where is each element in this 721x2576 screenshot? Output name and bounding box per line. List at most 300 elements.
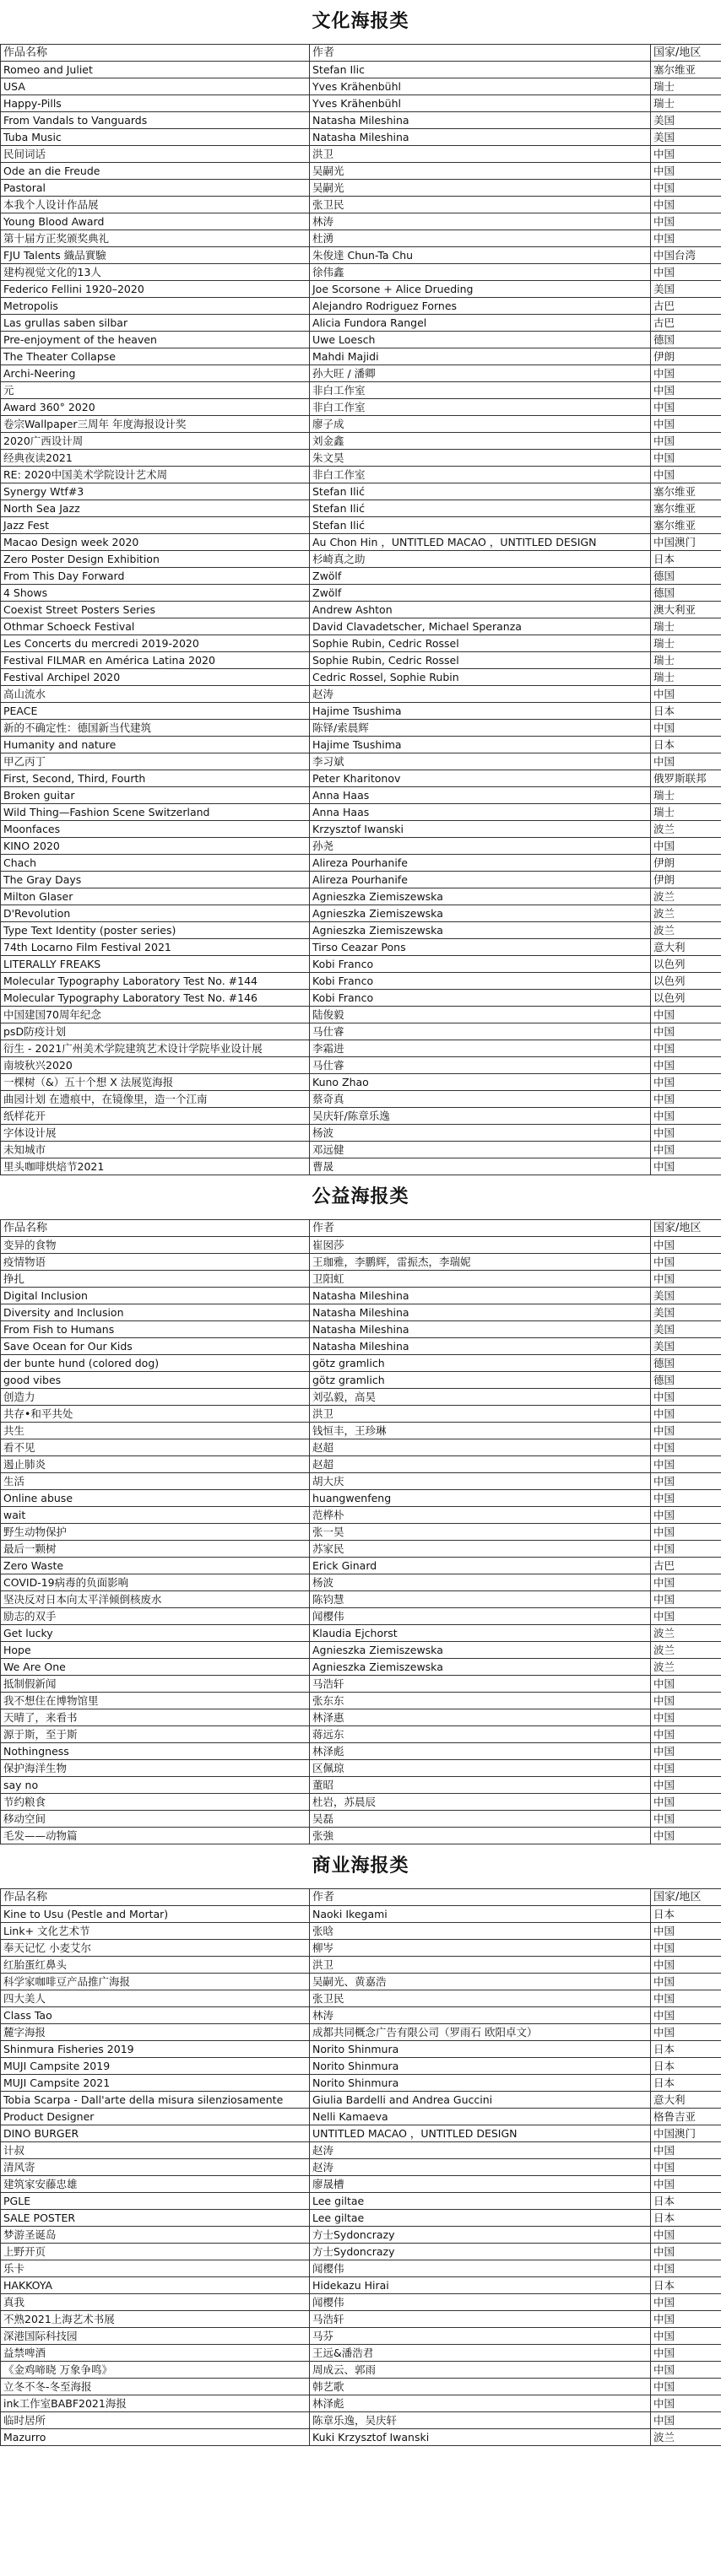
table-row: [1, 483, 721, 500]
work-name-cell: Archi-Neering: [1, 365, 310, 382]
work-name-cell: wait: [1, 1507, 310, 1524]
work-name-cell: SALE POSTER: [1, 2210, 310, 2227]
country-cell: 中国: [651, 686, 721, 703]
country-cell: 中国: [651, 264, 721, 281]
country-cell: 中国: [651, 1574, 721, 1591]
author-cell: 崔囡莎: [310, 1237, 651, 1254]
work-name-cell: 高山流水: [1, 686, 310, 703]
table-row: [1, 2379, 721, 2395]
table-row: [1, 95, 721, 112]
author-cell: 钱恒丰，王珍琳: [310, 1423, 651, 1439]
table-row: [1, 450, 721, 467]
work-name-cell: Synergy Wtf#3: [1, 483, 310, 500]
work-name-cell: Molecular Typography Laboratory Test No. #146: [1, 990, 310, 1007]
author-cell: 非白工作室: [310, 382, 651, 399]
work-name-cell: 元: [1, 382, 310, 399]
work-name-cell: Festival FILMAR en América Latina 2020: [1, 652, 310, 669]
author-cell: Erick Ginard: [310, 1558, 651, 1574]
country-cell: 中国: [651, 1125, 721, 1142]
author-cell: 赵涛: [310, 2142, 651, 2159]
author-cell: 马浩轩: [310, 1676, 651, 1693]
work-name-cell: ink工作室BABF2021海报: [1, 2395, 310, 2412]
table-row: [1, 1389, 721, 1406]
table-row: [1, 2109, 721, 2125]
author-cell: 孙尧: [310, 838, 651, 855]
country-cell: 日本: [651, 737, 721, 753]
country-cell: 中国: [651, 1271, 721, 1288]
author-cell: 刘金鑫: [310, 433, 651, 450]
work-name-cell: 曲园计划 在遗痕中，在镜像里，造一个江南: [1, 1091, 310, 1108]
table-row: [1, 551, 721, 568]
country-cell: 以色列: [651, 956, 721, 973]
work-name-cell: 保护海洋生物: [1, 1760, 310, 1777]
work-name-cell: 里头咖啡烘焙节2021: [1, 1158, 310, 1175]
country-cell: 中国: [651, 1456, 721, 1473]
country-cell: 中国: [651, 2007, 721, 2024]
table-row: [1, 2176, 721, 2193]
author-cell: 吴磊: [310, 1811, 651, 1828]
table-row: [1, 534, 721, 551]
work-name-cell: Broken guitar: [1, 787, 310, 804]
author-cell: Kuno Zhao: [310, 1074, 651, 1091]
author-cell: Stefan Ilić: [310, 517, 651, 534]
work-name-cell: Digital Inclusion: [1, 1288, 310, 1304]
country-cell: 日本: [651, 1906, 721, 1923]
work-name-cell: Online abuse: [1, 1490, 310, 1507]
work-name-cell: Product Designer: [1, 2109, 310, 2125]
work-name-cell: The Gray Days: [1, 872, 310, 888]
country-cell: 中国: [651, 1007, 721, 1023]
author-cell: Agnieszka Ziemiszewska: [310, 1642, 651, 1659]
work-name-cell: 乐卡: [1, 2260, 310, 2277]
table-row: [1, 990, 721, 1007]
work-name-cell: 我不想住在博物馆里: [1, 1693, 310, 1709]
author-cell: Natasha Mileshina: [310, 1321, 651, 1338]
country-cell: 中国: [651, 365, 721, 382]
work-name-cell: 衍生 - 2021广州美术学院建筑艺术设计学院毕业设计展: [1, 1040, 310, 1057]
author-cell: 张一昊: [310, 1524, 651, 1541]
work-name-cell: 生活: [1, 1473, 310, 1490]
table-row: [1, 1490, 721, 1507]
author-cell: 杜岩，苏晨辰: [310, 1794, 651, 1811]
work-name-cell: 南坡秋兴2020: [1, 1057, 310, 1074]
country-cell: 中国: [651, 433, 721, 450]
author-cell: 王珈雅，李鹏辉，雷振杰，李瑞妮: [310, 1254, 651, 1271]
work-name-cell: 74th Locarno Film Festival 2021: [1, 939, 310, 956]
table-row: [1, 1372, 721, 1389]
country-cell: 波兰: [651, 821, 721, 838]
table-row: [1, 281, 721, 298]
country-cell: 中国: [651, 197, 721, 213]
author-cell: Tirso Ceazar Pons: [310, 939, 651, 956]
table-row: [1, 652, 721, 669]
country-cell: 中国澳门: [651, 2125, 721, 2142]
author-cell: Kobi Franco: [310, 956, 651, 973]
table-row: [1, 2041, 721, 2058]
table-row: [1, 1158, 721, 1175]
poster-table: [0, 1888, 721, 2446]
header-country: 国家/地区: [651, 45, 721, 62]
work-name-cell: 不熟2021上海艺术书展: [1, 2311, 310, 2328]
author-cell: Natasha Mileshina: [310, 129, 651, 146]
country-cell: 中国: [651, 1940, 721, 1957]
table-row: [1, 2260, 721, 2277]
author-cell: Peter Kharitonov: [310, 770, 651, 787]
table-row: [1, 669, 721, 686]
table-row: [1, 1439, 721, 1456]
work-name-cell: Award 360° 2020: [1, 399, 310, 416]
author-cell: 吴庆轩/陈章乐逸: [310, 1108, 651, 1125]
country-cell: 中国: [651, 1108, 721, 1125]
author-cell: 杜湧: [310, 230, 651, 247]
work-name-cell: First, Second, Third, Fourth: [1, 770, 310, 787]
work-name-cell: Nothingness: [1, 1743, 310, 1760]
author-cell: Cedric Rossel, Sophie Rubin: [310, 669, 651, 686]
table-row: [1, 973, 721, 990]
author-cell: Lee giltae: [310, 2210, 651, 2227]
country-cell: 澳大利亚: [651, 602, 721, 618]
work-name-cell: KINO 2020: [1, 838, 310, 855]
author-cell: 徐伟鑫: [310, 264, 651, 281]
table-row: [1, 2210, 721, 2227]
work-name-cell: COVID-19病毒的负面影响: [1, 1574, 310, 1591]
author-cell: Klaudia Ejchorst: [310, 1625, 651, 1642]
author-cell: Au Chon Hin ，UNTITLED MACAO ，UNTITLED DESIGN: [310, 534, 651, 551]
work-name-cell: 真我: [1, 2294, 310, 2311]
table-row: [1, 62, 721, 78]
country-cell: 中国: [651, 1957, 721, 1974]
table-row: [1, 180, 721, 197]
author-cell: 吴嗣光、黄嘉浩: [310, 1974, 651, 1990]
work-name-cell: good vibes: [1, 1372, 310, 1389]
country-cell: 中国: [651, 382, 721, 399]
country-cell: 美国: [651, 1304, 721, 1321]
country-cell: 波兰: [651, 905, 721, 922]
table-row: [1, 2142, 721, 2159]
country-cell: 俄罗斯联邦: [651, 770, 721, 787]
work-name-cell: 上野开页: [1, 2244, 310, 2260]
author-cell: Andrew Ashton: [310, 602, 651, 618]
country-cell: 日本: [651, 2075, 721, 2092]
author-cell: 非白工作室: [310, 467, 651, 483]
country-cell: 瑞士: [651, 787, 721, 804]
table-row: [1, 2345, 721, 2362]
country-cell: 中国: [651, 2176, 721, 2193]
table-row: [1, 1906, 721, 1923]
country-cell: 日本: [651, 2193, 721, 2210]
author-cell: Agnieszka Ziemiszewska: [310, 922, 651, 939]
author-cell: 张东东: [310, 1693, 651, 1709]
work-name-cell: 《金鸡啼晓 万象争鸣》: [1, 2362, 310, 2379]
country-cell: 中国: [651, 2345, 721, 2362]
author-cell: Uwe Loesch: [310, 332, 651, 348]
table-row: [1, 855, 721, 872]
country-cell: 波兰: [651, 1659, 721, 1676]
work-name-cell: 麓字海报: [1, 2024, 310, 2041]
country-cell: 中国: [651, 2412, 721, 2429]
table-row: [1, 433, 721, 450]
author-cell: 成都共同概念广告有限公司（罗雨石 欧阳卓文）: [310, 2024, 651, 2041]
table-row: [1, 2024, 721, 2041]
country-cell: 意大利: [651, 939, 721, 956]
table-row: [1, 2159, 721, 2176]
author-cell: 王远&潘浩君: [310, 2345, 651, 2362]
table-row: [1, 804, 721, 821]
country-cell: 美国: [651, 1338, 721, 1355]
table-row: [1, 1625, 721, 1642]
table-row: [1, 922, 721, 939]
author-cell: 廖晟槽: [310, 2176, 651, 2193]
country-cell: 塞尔维亚: [651, 517, 721, 534]
author-cell: Sophie Rubin, Cedric Rossel: [310, 652, 651, 669]
country-cell: 格鲁吉亚: [651, 2109, 721, 2125]
work-name-cell: 益禁啤酒: [1, 2345, 310, 2362]
section-title: 商业海报类: [312, 1855, 409, 1877]
work-name-cell: PGLE: [1, 2193, 310, 2210]
table-row: [1, 737, 721, 753]
country-cell: 美国: [651, 129, 721, 146]
table-row: [1, 1709, 721, 1726]
table-row: [1, 1237, 721, 1254]
work-name-cell: Federico Fellini 1920–2020: [1, 281, 310, 298]
country-cell: 中国: [651, 2142, 721, 2159]
work-name-cell: Jazz Fest: [1, 517, 310, 534]
country-cell: 瑞士: [651, 804, 721, 821]
work-name-cell: Metropolis: [1, 298, 310, 315]
table-row: [1, 2193, 721, 2210]
author-cell: 孙大旺 / 潘卿: [310, 365, 651, 382]
table-row: [1, 1760, 721, 1777]
table-row: [1, 1271, 721, 1288]
work-name-cell: 立冬不冬-冬至海报: [1, 2379, 310, 2395]
author-cell: 陈章乐逸，吴庆轩: [310, 2412, 651, 2429]
table-row: [1, 1828, 721, 1844]
country-cell: 波兰: [651, 1625, 721, 1642]
author-cell: 刘弘毅，高昊: [310, 1389, 651, 1406]
work-name-cell: Zero Poster Design Exhibition: [1, 551, 310, 568]
country-cell: 中国: [651, 2362, 721, 2379]
work-name-cell: 源于斯，至于斯: [1, 1726, 310, 1743]
country-cell: 中国: [651, 2379, 721, 2395]
table-row: [1, 1023, 721, 1040]
author-cell: 吴嗣光: [310, 180, 651, 197]
work-name-cell: Link+ 文化艺术节: [1, 1923, 310, 1940]
author-cell: Zwölf: [310, 568, 651, 585]
country-cell: 波兰: [651, 2429, 721, 2446]
author-cell: Norito Shinmura: [310, 2058, 651, 2075]
work-name-cell: USA: [1, 78, 310, 95]
country-cell: 中国: [651, 720, 721, 737]
table-row: [1, 2429, 721, 2446]
header-country: 国家/地区: [651, 1220, 721, 1237]
author-cell: Sophie Rubin, Cedric Rossel: [310, 635, 651, 652]
work-name-cell: 抵制假新闻: [1, 1676, 310, 1693]
table-row: [1, 770, 721, 787]
header-work: 作品名称: [1, 1220, 310, 1237]
country-cell: 瑞士: [651, 652, 721, 669]
work-name-cell: 中国建国70周年纪念: [1, 1007, 310, 1023]
table-row: [1, 939, 721, 956]
author-cell: 苏家民: [310, 1541, 651, 1558]
author-cell: 方士Sydoncrazy: [310, 2227, 651, 2244]
table-row: [1, 2058, 721, 2075]
work-name-cell: 移动空间: [1, 1811, 310, 1828]
author-cell: 洪卫: [310, 1406, 651, 1423]
table-row: [1, 1321, 721, 1338]
table-row: [1, 1676, 721, 1693]
country-cell: 中国: [651, 1591, 721, 1608]
work-name-cell: 建筑家安藤忠雄: [1, 2176, 310, 2193]
country-cell: 中国: [651, 2395, 721, 2412]
country-cell: 中国: [651, 1074, 721, 1091]
country-cell: 中国: [651, 1693, 721, 1709]
author-cell: 蔡奇真: [310, 1091, 651, 1108]
country-cell: 以色列: [651, 990, 721, 1007]
author-cell: 廖子成: [310, 416, 651, 433]
author-cell: Natasha Mileshina: [310, 112, 651, 129]
author-cell: 林涛: [310, 213, 651, 230]
table-row: [1, 1923, 721, 1940]
table-row: [1, 1726, 721, 1743]
country-cell: 中国: [651, 450, 721, 467]
author-cell: Kobi Franco: [310, 973, 651, 990]
work-name-cell: say no: [1, 1777, 310, 1794]
table-row: [1, 365, 721, 382]
author-cell: huangwenfeng: [310, 1490, 651, 1507]
author-cell: Mahdi Majidi: [310, 348, 651, 365]
country-cell: 中国: [651, 2328, 721, 2345]
table-row: [1, 332, 721, 348]
author-cell: Giulia Bardelli and Andrea Guccini: [310, 2092, 651, 2109]
author-cell: Alireza Pourhanife: [310, 872, 651, 888]
table-row: [1, 1007, 721, 1023]
author-cell: 杉崎真之助: [310, 551, 651, 568]
author-cell: 闻樱伟: [310, 1608, 651, 1625]
poster-table: [0, 1219, 721, 1844]
work-name-cell: Humanity and nature: [1, 737, 310, 753]
work-name-cell: 励志的双手: [1, 1608, 310, 1625]
country-cell: 意大利: [651, 2092, 721, 2109]
author-cell: 林泽惠: [310, 1709, 651, 1726]
table-row: [1, 1142, 721, 1158]
table-row: [1, 146, 721, 163]
table-row: [1, 382, 721, 399]
country-cell: 中国: [651, 1091, 721, 1108]
work-name-cell: Chach: [1, 855, 310, 872]
work-name-cell: 天晴了，来看书: [1, 1709, 310, 1726]
table-row: [1, 787, 721, 804]
table-row: [1, 298, 721, 315]
work-name-cell: Happy-Pills: [1, 95, 310, 112]
country-cell: 中国: [651, 2024, 721, 2041]
work-name-cell: LITERALLY FREAKS: [1, 956, 310, 973]
author-cell: Hajime Tsushima: [310, 737, 651, 753]
country-cell: 中国: [651, 1040, 721, 1057]
author-cell: 赵超: [310, 1456, 651, 1473]
table-row: [1, 686, 721, 703]
country-cell: 中国: [651, 230, 721, 247]
country-cell: 日本: [651, 2210, 721, 2227]
author-cell: Kobi Franco: [310, 990, 651, 1007]
table-row: [1, 2328, 721, 2345]
table-row: [1, 2007, 721, 2024]
country-cell: 伊朗: [651, 855, 721, 872]
work-name-cell: 清风寄: [1, 2159, 310, 2176]
country-cell: 波兰: [651, 922, 721, 939]
work-name-cell: Las grullas saben silbar: [1, 315, 310, 332]
work-name-cell: Pastoral: [1, 180, 310, 197]
work-name-cell: From Fish to Humans: [1, 1321, 310, 1338]
country-cell: 中国: [651, 1608, 721, 1625]
table-row: [1, 1974, 721, 1990]
table-row: [1, 1125, 721, 1142]
work-name-cell: Get lucky: [1, 1625, 310, 1642]
author-cell: 卫阳虹: [310, 1271, 651, 1288]
country-cell: 塞尔维亚: [651, 62, 721, 78]
country-cell: 德国: [651, 568, 721, 585]
country-cell: 德国: [651, 585, 721, 602]
header-author: 作者: [310, 1889, 651, 1906]
author-cell: 张晗: [310, 1923, 651, 1940]
country-cell: 中国: [651, 1676, 721, 1693]
table-row: [1, 1108, 721, 1125]
table-row: [1, 2092, 721, 2109]
work-name-cell: PEACE: [1, 703, 310, 720]
work-name-cell: 建构视觉文化的13人: [1, 264, 310, 281]
table-row: [1, 213, 721, 230]
work-name-cell: 纸样花开: [1, 1108, 310, 1125]
table-row: [1, 1777, 721, 1794]
work-name-cell: RE: 2020中国美术学院设计艺术周: [1, 467, 310, 483]
work-name-cell: Romeo and Juliet: [1, 62, 310, 78]
work-name-cell: The Theater Collapse: [1, 348, 310, 365]
table-row: [1, 2244, 721, 2260]
work-name-cell: D'Revolution: [1, 905, 310, 922]
table-row: [1, 602, 721, 618]
author-cell: 李霜进: [310, 1040, 651, 1057]
table-row: [1, 2395, 721, 2412]
work-name-cell: Type Text Identity (poster series): [1, 922, 310, 939]
table-row: [1, 753, 721, 770]
author-cell: David Clavadetscher, Michael Speranza: [310, 618, 651, 635]
work-name-cell: Zero Waste: [1, 1558, 310, 1574]
table-row: [1, 1091, 721, 1108]
work-name-cell: MUJI Campsite 2019: [1, 2058, 310, 2075]
table-row: [1, 163, 721, 180]
work-name-cell: 新的不确定性：德国新当代建筑: [1, 720, 310, 737]
author-cell: Alejandro Rodriguez Fornes: [310, 298, 651, 315]
work-name-cell: Kine to Usu (Pestle and Mortar): [1, 1906, 310, 1923]
country-cell: 美国: [651, 1321, 721, 1338]
table-row: [1, 1642, 721, 1659]
country-cell: 波兰: [651, 888, 721, 905]
author-cell: Joe Scorsone + Alice Drueding: [310, 281, 651, 298]
table-row: [1, 264, 721, 281]
work-name-cell: 坚决反对日本向太平洋倾倒核废水: [1, 1591, 310, 1608]
country-cell: 中国: [651, 1923, 721, 1940]
author-cell: 陈铎/索晨辉: [310, 720, 651, 737]
table-row: [1, 517, 721, 534]
work-name-cell: Macao Design week 2020: [1, 534, 310, 551]
table-row: [1, 1456, 721, 1473]
country-cell: 美国: [651, 281, 721, 298]
table-row: [1, 838, 721, 855]
table-header-row: [1, 45, 721, 62]
country-cell: 中国: [651, 1760, 721, 1777]
work-name-cell: 梦游圣诞岛: [1, 2227, 310, 2244]
header-author: 作者: [310, 45, 651, 62]
work-name-cell: 疫情物语: [1, 1254, 310, 1271]
